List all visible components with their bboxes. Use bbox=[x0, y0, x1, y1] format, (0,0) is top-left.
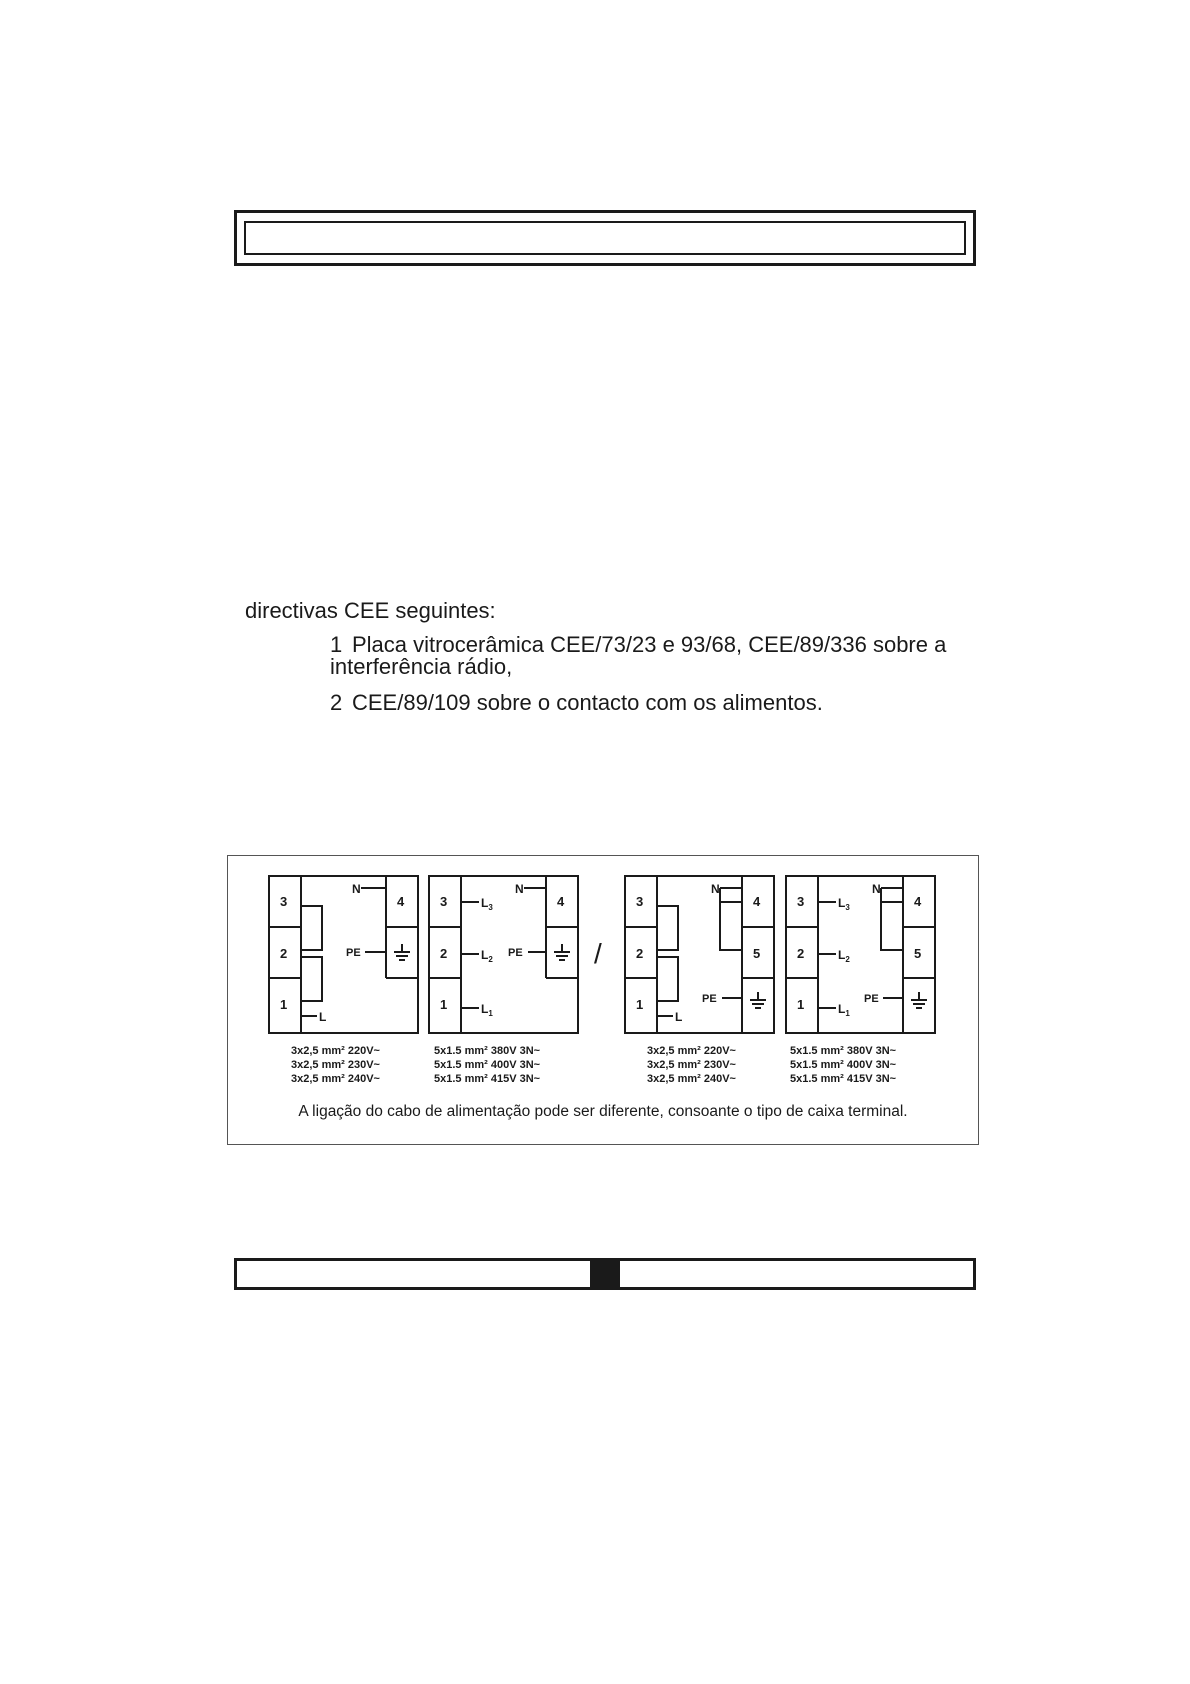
terminal-label-3: 3 bbox=[280, 894, 288, 909]
list-item-text: CEE/89/109 sobre o contacto com os alimentos. bbox=[352, 690, 823, 715]
terminal-label-5: 5 bbox=[914, 946, 922, 961]
list-item bbox=[330, 634, 970, 678]
list-item-number: 1 bbox=[330, 632, 343, 657]
terminal-label-2: 2 bbox=[797, 946, 805, 961]
diagram-caption: A ligação do cabo de alimentação pode ser diferente, consoante o tipo de caixa terminal. bbox=[298, 1103, 908, 1120]
earth-icon bbox=[911, 992, 927, 1008]
cable-spec-line: 5x1.5 mm² 380V 3N~ bbox=[790, 1045, 897, 1057]
header-title-inner-frame bbox=[244, 221, 966, 255]
terminal-label-1: 1 bbox=[797, 997, 805, 1012]
cable-spec-line: 3x2,5 mm² 220V~ bbox=[291, 1045, 380, 1057]
terminal-label-3: 3 bbox=[797, 894, 805, 909]
neutral-label: N bbox=[711, 882, 720, 896]
line-3-label: $L_3$ bbox=[481, 896, 493, 912]
line-label: L bbox=[319, 1010, 327, 1024]
wiring-diagram-panel bbox=[227, 855, 979, 1145]
pe-label: PE bbox=[702, 993, 717, 1005]
wiring-diagrams bbox=[228, 856, 978, 1144]
list-item bbox=[330, 692, 970, 714]
earth-icon bbox=[750, 992, 766, 1008]
line-3-label: $L_3$ bbox=[838, 896, 850, 912]
terminal-box-d bbox=[786, 876, 935, 1033]
pe-label: PE bbox=[864, 993, 879, 1005]
cable-spec-line: 3x2,5 mm² 230V~ bbox=[291, 1059, 380, 1071]
terminal-label-4: 4 bbox=[914, 894, 922, 909]
terminal-label-5: 5 bbox=[753, 946, 761, 961]
terminal-label-1: 1 bbox=[440, 997, 448, 1012]
terminal-label-2: 2 bbox=[636, 946, 644, 961]
diagram-separator: / bbox=[594, 938, 602, 969]
cable-spec-line: 5x1.5 mm² 400V 3N~ bbox=[434, 1059, 541, 1071]
line-1-label: $L_1$ bbox=[838, 1002, 850, 1018]
line-1-label: $L_1$ bbox=[481, 1002, 493, 1018]
pe-label: PE bbox=[346, 947, 361, 959]
line-2-label: $L_2$ bbox=[481, 948, 493, 964]
earth-icon bbox=[554, 944, 570, 960]
footer-bar bbox=[234, 1258, 976, 1290]
terminal-box-c bbox=[625, 876, 774, 1033]
list-item-text: Placa vitrocerâmica CEE/73/23 e 93/68, CEE/89/336 sobre a interferência rádio, bbox=[330, 632, 947, 679]
terminal-label-1: 1 bbox=[280, 997, 288, 1012]
neutral-label: N bbox=[872, 882, 881, 896]
intro-text: directivas CEE seguintes: bbox=[245, 598, 496, 623]
terminal-label-2: 2 bbox=[440, 946, 448, 961]
neutral-label: N bbox=[352, 882, 361, 896]
footer-page-block bbox=[590, 1258, 620, 1290]
terminal-label-4: 4 bbox=[397, 894, 405, 909]
line-2-label: $L_2$ bbox=[838, 948, 850, 964]
terminal-label-3: 3 bbox=[636, 894, 644, 909]
terminal-label-1: 1 bbox=[636, 997, 644, 1012]
line-label: L bbox=[675, 1010, 683, 1024]
terminal-box-b bbox=[429, 876, 578, 1033]
cable-spec-line: 5x1.5 mm² 400V 3N~ bbox=[790, 1059, 897, 1071]
terminal-label-4: 4 bbox=[753, 894, 761, 909]
cable-spec-line: 3x2,5 mm² 230V~ bbox=[647, 1059, 736, 1071]
terminal-label-3: 3 bbox=[440, 894, 448, 909]
cable-spec-line: 3x2,5 mm² 240V~ bbox=[647, 1073, 736, 1085]
pe-label: PE bbox=[508, 947, 523, 959]
cable-spec-line: 3x2,5 mm² 220V~ bbox=[647, 1045, 736, 1057]
neutral-label: N bbox=[515, 882, 524, 896]
earth-icon bbox=[394, 944, 410, 960]
cable-spec-line: 5x1.5 mm² 380V 3N~ bbox=[434, 1045, 541, 1057]
cable-spec-line: 5x1.5 mm² 415V 3N~ bbox=[434, 1073, 541, 1085]
terminal-label-2: 2 bbox=[280, 946, 288, 961]
terminal-label-4: 4 bbox=[557, 894, 565, 909]
cable-spec-line: 3x2,5 mm² 240V~ bbox=[291, 1073, 380, 1085]
list-item-number: 2 bbox=[330, 690, 343, 715]
header-title-frame bbox=[234, 210, 976, 266]
terminal-box-a bbox=[269, 876, 418, 1033]
cable-spec-line: 5x1.5 mm² 415V 3N~ bbox=[790, 1073, 897, 1085]
